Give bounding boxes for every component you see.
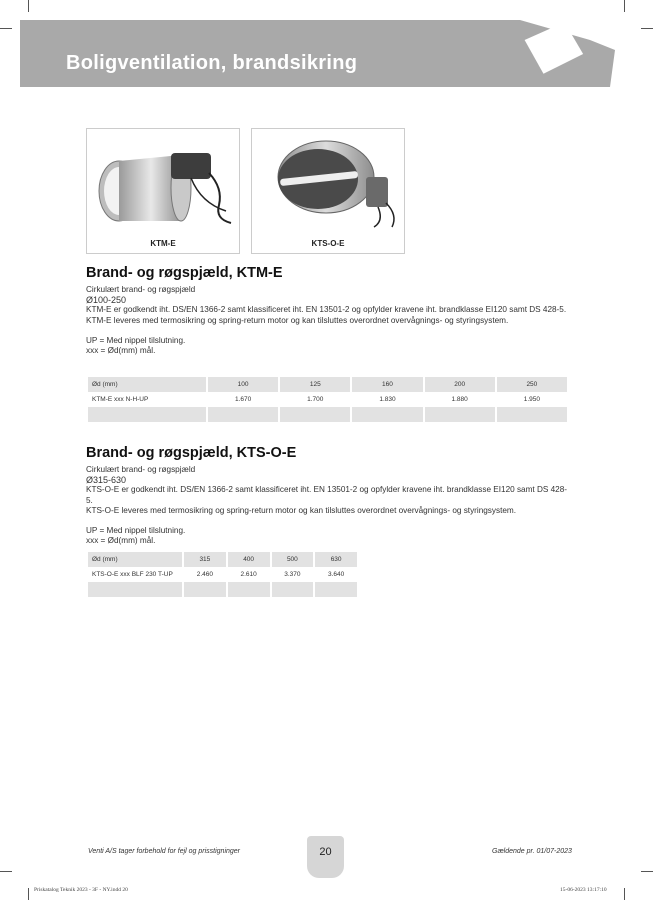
table-cell: 3.370 [272,567,314,582]
section-title-kts-o-e: Brand- og røgspjæld, KTS-O-E [86,445,297,461]
size-range: Ø315-630 [86,475,127,486]
price-table-ktm-e [86,377,569,422]
table-header-cell: 400 [228,552,270,567]
crop-mark [28,0,29,12]
ktm-e-damper-image [91,133,235,229]
description-line: KTS-O-E leveres med termosikring og spring-return motor og kan tilsluttes overordnet overvågnings- og styringsystem. [86,505,517,515]
product-label: KTS-O-E [311,239,345,248]
description-line: KTM-E leveres med termosikring og spring-return motor og kan tilsluttes overordnet overvågnings- og styringsystem. [86,315,509,325]
table-row [88,567,357,582]
table-header-row [88,552,357,567]
kts-o-e-damper-image [256,133,400,229]
description-line: Cirkulært brand- og røgspjæld [86,285,196,294]
note-line: UP = Med nippel tilslutning. [86,335,186,345]
description-line: KTM-E er godkendt iht. DS/EN 1366-2 samt klassificeret iht. EN 13501-2 og opfylder kravene iht. brandklasse EI120 samt DS 428-5. [86,305,567,315]
crop-mark [0,871,12,872]
table-header-cell: Ød (mm) [88,552,182,567]
description-line: Cirkulært brand- og røgspjæld [86,465,196,474]
note-line: xxx = Ød(mm) mål. [86,536,156,546]
table-header-cell: 315 [184,552,226,567]
footer-validity: Gældende pr. 01/07-2023 [492,848,572,855]
print-slug-file: Priskatalog Teknik 2023 - 3F - NY.indd 20 [34,887,128,893]
table-blank-row [88,582,357,597]
crop-mark [28,888,29,900]
page-number: 20 [319,846,332,858]
table-header-row [88,377,567,392]
table-header-cell: 125 [280,377,350,392]
table-cell: 2.610 [228,567,270,582]
table-cell: 1.830 [352,392,422,407]
crop-mark [624,0,625,12]
table-cell: 1.670 [208,392,278,407]
table-header-cell: 500 [272,552,314,567]
page-title: Boligventilation, brandsikring [66,52,358,74]
crop-mark [641,871,653,872]
footer-disclaimer: Venti A/S tager forbehold for fejl og prisstigninger [88,848,241,855]
price-table-kts-o-e [86,552,359,597]
product-card-ktm-e [86,128,240,254]
table-header-cell: 160 [352,377,422,392]
table-row [88,392,567,407]
product-label: KTM-E [150,239,176,248]
table-header-cell: 100 [208,377,278,392]
crop-mark [0,28,12,29]
product-card-kts-o-e [251,128,405,254]
description-line: KTS-O-E er godkendt iht. DS/EN 1366-2 samt klassificeret iht. EN 13501-2 og opfylder kravene iht. brandklasse EI120 samt DS 428-5. [86,485,568,505]
size-range: Ø100-250 [86,295,127,306]
table-header-cell: 200 [425,377,495,392]
page-number-tab [307,836,344,878]
table-header-cell: 630 [315,552,357,567]
table-cell: KTM-E xxx N-H-UP [88,392,206,407]
table-header-cell: 250 [497,377,567,392]
note-line: xxx = Ød(mm) mål. [86,346,156,356]
print-slug-date: 15-06-2023 13:17:10 [560,887,607,893]
table-cell: 2.460 [184,567,226,582]
table-cell: 3.640 [315,567,357,582]
header-tab-icon [520,20,632,87]
table-cell: 1.700 [280,392,350,407]
crop-mark [641,28,653,29]
note-line: UP = Med nippel tilslutning. [86,526,186,536]
table-blank-row [88,407,567,422]
table-cell: KTS-O-E xxx BLF 230 T-UP [88,567,182,582]
section-title-ktm-e: Brand- og røgspjæld, KTM-E [86,265,283,281]
section-description-kts-o-e [86,465,571,546]
table-header-cell: Ød (mm) [88,377,206,392]
section-description-ktm-e [86,285,571,356]
table-cell: 1.950 [497,392,567,407]
table-cell: 1.880 [425,392,495,407]
crop-mark [624,888,625,900]
